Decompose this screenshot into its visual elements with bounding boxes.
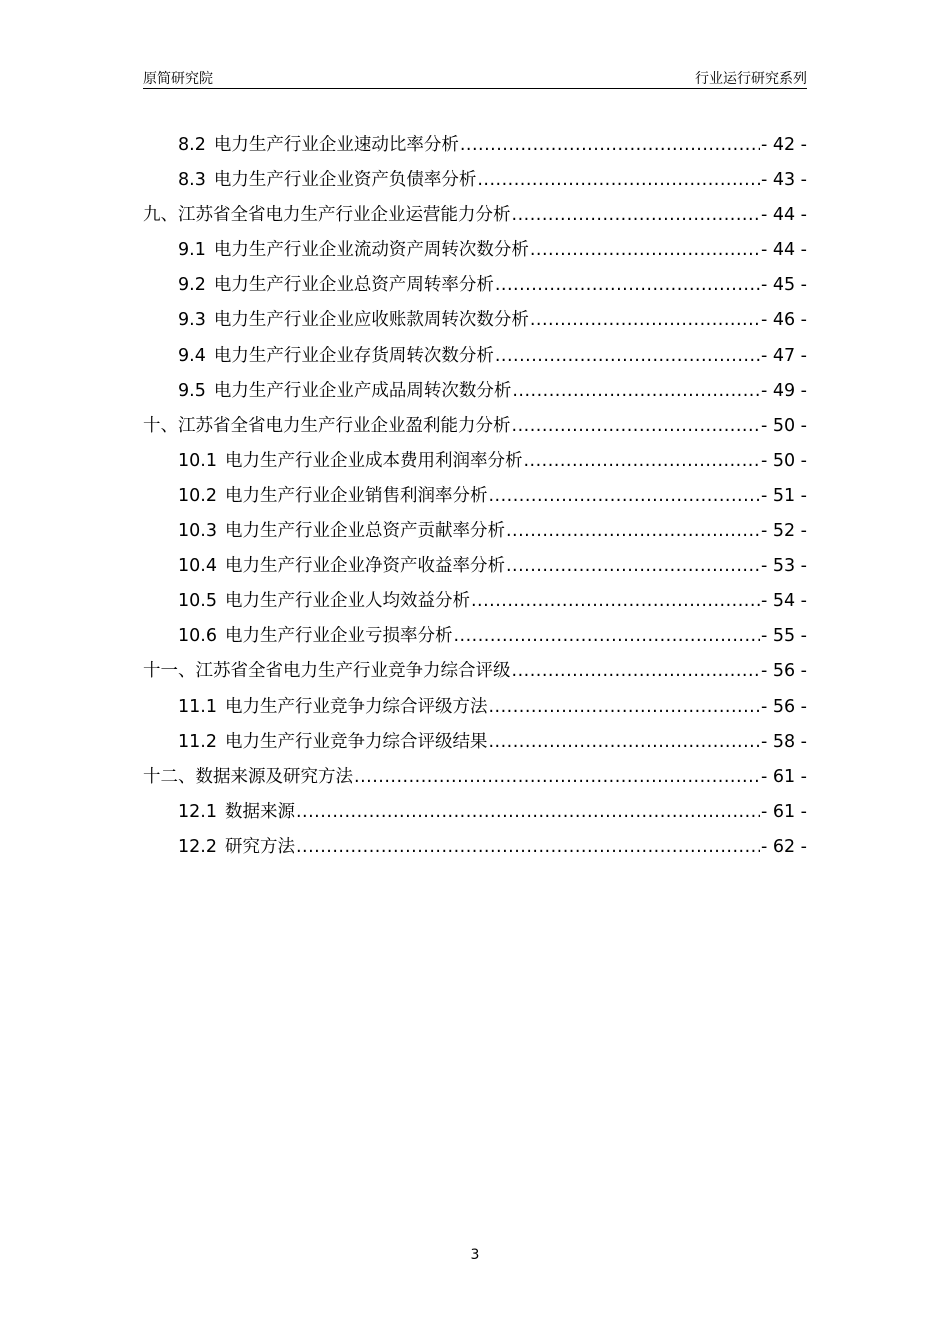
toc-dot-leader <box>523 444 760 479</box>
toc-entry-title: 研究方法 <box>224 836 295 857</box>
toc-entry-title: 电力生产行业企业销售利润率分析 <box>224 485 488 506</box>
toc-entry[interactable] <box>143 444 807 479</box>
toc-entry-number: 10.3 <box>178 521 217 542</box>
toc-dot-leader <box>530 303 760 338</box>
toc-entry-page: - 61 - <box>760 801 807 822</box>
toc-entry[interactable] <box>143 303 807 338</box>
toc-entry[interactable] <box>143 760 807 795</box>
toc-entry-page: - 53 - <box>760 556 807 577</box>
toc-dot-leader <box>512 374 760 409</box>
toc-dot-leader <box>512 654 760 689</box>
table-of-contents <box>143 128 807 865</box>
toc-entry[interactable] <box>143 268 807 303</box>
toc-dot-leader <box>488 479 760 514</box>
toc-entry-number: 11.1 <box>178 696 217 717</box>
toc-entry-number: 10.5 <box>178 591 217 612</box>
toc-entry-title: 电力生产行业竞争力综合评级结果 <box>224 731 488 752</box>
toc-entry-number: 10.4 <box>178 556 217 577</box>
toc-dot-leader <box>512 409 760 444</box>
toc-entry-title: 电力生产行业企业产成品周转次数分析 <box>213 380 512 401</box>
toc-dot-leader <box>477 163 760 198</box>
toc-entry-number: 8.3 <box>178 170 206 191</box>
toc-entry[interactable] <box>143 198 807 233</box>
toc-entry-page: - 44 - <box>760 240 807 261</box>
toc-entry-title: 电力生产行业企业流动资产周转次数分析 <box>213 240 529 261</box>
toc-entry[interactable] <box>143 725 807 760</box>
toc-entry-title: 电力生产行业企业成本费用利润率分析 <box>224 450 523 471</box>
toc-entry[interactable] <box>143 128 807 163</box>
toc-entry-title: 电力生产行业企业总资产贡献率分析 <box>224 521 505 542</box>
toc-entry-title: 电力生产行业企业亏损率分析 <box>224 626 453 647</box>
toc-dot-leader <box>495 339 760 374</box>
toc-entry-number: 11.2 <box>178 731 217 752</box>
toc-entry-title: 十、江苏省全省电力生产行业企业盈利能力分析 <box>143 415 511 436</box>
toc-entry[interactable] <box>143 690 807 725</box>
toc-entry-page: - 52 - <box>760 521 807 542</box>
toc-entry-page: - 47 - <box>760 345 807 366</box>
header-series: 行业运行研究系列 <box>695 71 807 87</box>
toc-entry-number: 12.2 <box>178 836 217 857</box>
toc-entry-title: 十二、数据来源及研究方法 <box>143 766 353 787</box>
toc-entry-page: - 45 - <box>760 275 807 296</box>
toc-entry-number: 9.5 <box>178 380 206 401</box>
page-number: 3 <box>470 1247 480 1263</box>
toc-entry-title: 数据来源 <box>224 801 295 822</box>
toc-entry-page: - 58 - <box>760 731 807 752</box>
toc-dot-leader <box>495 268 760 303</box>
toc-entry-number: 9.2 <box>178 275 206 296</box>
toc-entry-page: - 61 - <box>760 766 807 787</box>
toc-entry-page: - 49 - <box>760 380 807 401</box>
toc-entry-page: - 44 - <box>760 205 807 226</box>
toc-entry-page: - 55 - <box>760 626 807 647</box>
toc-dot-leader <box>506 549 760 584</box>
toc-entry-number: 8.2 <box>178 135 206 155</box>
toc-dot-leader <box>488 690 760 725</box>
toc-entry[interactable] <box>143 163 807 198</box>
toc-entry-title: 电力生产行业企业总资产周转率分析 <box>213 275 494 296</box>
toc-entry-number: 10.2 <box>178 485 217 506</box>
page-header <box>143 66 807 89</box>
toc-entry[interactable] <box>143 654 807 689</box>
toc-entry-title: 电力生产行业竞争力综合评级方法 <box>224 696 488 717</box>
toc-entry-page: - 51 - <box>760 485 807 506</box>
toc-entry[interactable] <box>143 514 807 549</box>
toc-entry-page: - 42 - <box>760 135 807 155</box>
toc-entry[interactable] <box>143 374 807 409</box>
toc-entry[interactable] <box>143 795 807 830</box>
toc-entry-title: 十一、江苏省全省电力生产行业竞争力综合评级 <box>143 661 511 682</box>
toc-entry-page: - 56 - <box>760 696 807 717</box>
toc-entry-number: 12.1 <box>178 801 217 822</box>
toc-entry[interactable] <box>143 479 807 514</box>
header-publisher: 原简研究院 <box>143 71 213 87</box>
toc-entry-title: 九、江苏省全省电力生产行业企业运营能力分析 <box>143 205 511 226</box>
toc-entry-page: - 43 - <box>760 170 807 191</box>
toc-entry[interactable] <box>143 233 807 268</box>
toc-entry-number: 9.3 <box>178 310 206 331</box>
toc-entry[interactable] <box>143 409 807 444</box>
toc-entry-page: - 62 - <box>760 836 807 857</box>
toc-entry[interactable] <box>143 830 807 865</box>
toc-dot-leader <box>512 198 760 233</box>
toc-dot-leader <box>296 795 760 830</box>
toc-dot-leader <box>488 725 760 760</box>
toc-entry-page: - 54 - <box>760 591 807 612</box>
toc-dot-leader <box>530 233 760 268</box>
toc-entry[interactable] <box>143 619 807 654</box>
toc-entry-title: 电力生产行业企业速动比率分析 <box>213 135 459 155</box>
toc-entry[interactable] <box>143 584 807 619</box>
toc-dot-leader <box>471 584 760 619</box>
toc-entry[interactable] <box>143 339 807 374</box>
toc-entry-number: 9.1 <box>178 240 206 261</box>
toc-entry-title: 电力生产行业企业资产负债率分析 <box>213 170 477 191</box>
toc-entry-page: - 50 - <box>760 450 807 471</box>
toc-entry-number: 9.4 <box>178 345 206 366</box>
toc-entry-number: 10.1 <box>178 450 217 471</box>
toc-dot-leader <box>354 760 760 795</box>
toc-entry-page: - 56 - <box>760 661 807 682</box>
toc-entry-title: 电力生产行业企业净资产收益率分析 <box>224 556 505 577</box>
toc-entry-title: 电力生产行业企业人均效益分析 <box>224 591 470 612</box>
toc-dot-leader <box>453 619 760 654</box>
toc-entry[interactable] <box>143 549 807 584</box>
toc-entry-title: 电力生产行业企业应收账款周转次数分析 <box>213 310 529 331</box>
toc-dot-leader <box>296 830 760 865</box>
toc-entry-page: - 50 - <box>760 415 807 436</box>
toc-entry-page: - 46 - <box>760 310 807 331</box>
toc-dot-leader <box>460 128 760 163</box>
toc-entry-number: 10.6 <box>178 626 217 647</box>
toc-entry-title: 电力生产行业企业存货周转次数分析 <box>213 345 494 366</box>
toc-dot-leader <box>506 514 760 549</box>
